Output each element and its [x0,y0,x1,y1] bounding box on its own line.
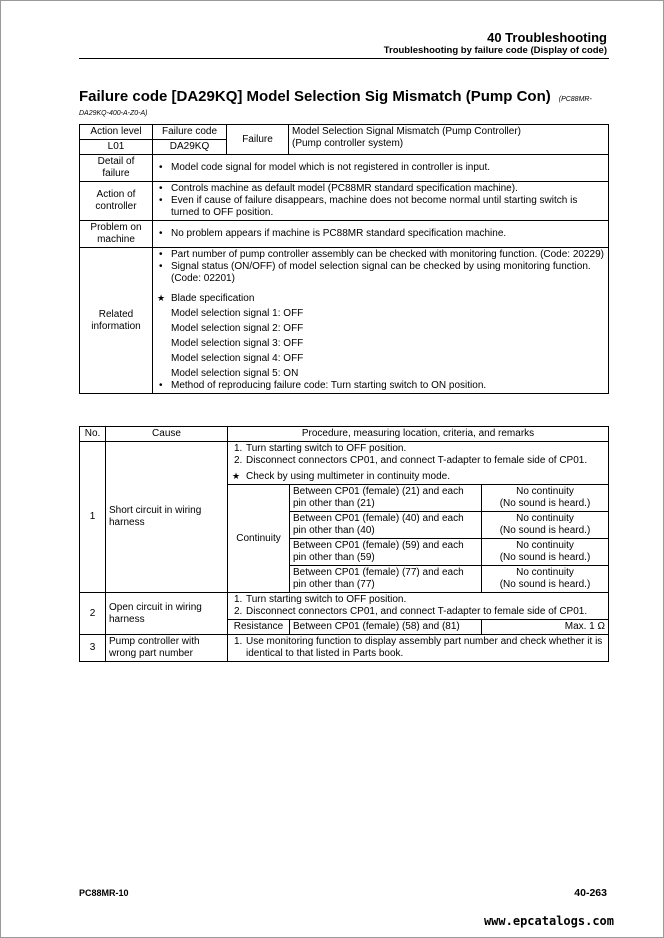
problem-label: Problem on machine [80,221,153,248]
row2-check: Between CP01 (female) (58) and (81) [290,620,482,635]
title-code-part1: (PC88MR- [558,96,592,103]
header-no: No. [80,427,106,442]
row2-no: 2 [80,593,106,635]
related-label: Related information [80,248,153,394]
action-label: Action of controller [80,182,153,221]
section-subtitle: Troubleshooting by failure code (Display of code) [383,45,607,56]
page-title [79,88,592,105]
action-level-value: L01 [80,140,153,155]
row1-result-4: No continuity (No sound is heard.) [482,566,609,593]
row1-check-4: Between CP01 (female) (77) and each pin other than (77) [290,566,482,593]
row2-cause: Open circuit in wiring harness [106,593,228,635]
row2-step: 1. Turn starting switch to OFF position. [234,594,407,605]
row1-cause: Short circuit in wiring harness [106,442,228,593]
row2-value: Max. 1 Ω [482,620,609,635]
title-code-part2: DA29KQ-400-A-Z0-A) [79,110,148,117]
row3-steps [228,635,609,662]
blade-spec: ★ Blade specification [156,293,605,305]
header-procedure: Procedure, measuring location, criteria, and remarks [228,427,609,442]
row2-mode: Resistance [228,620,290,635]
row3-step: 1. Use monitoring function to display assembly part number and check whether it is identical to that listed in Parts book. [234,636,603,659]
row1-star-note: ★ Check by using multimeter in continuity mode. [231,471,605,483]
row1-mode: Continuity [228,485,290,593]
signal-5: Model selection signal 5: ON [171,368,299,379]
detail-label: Detail of failure [80,155,153,182]
row1-check-3: Between CP01 (female) (59) and each pin other than (59) [290,539,482,566]
row1-step: 2. Disconnect connectors CP01, and connect T-adapter to female side of CP01. [234,455,588,466]
row1-no: 1 [80,442,106,593]
failure-text-2: (Pump controller system) [292,138,404,149]
row1-steps [228,442,609,485]
detail-item: • Model code signal for model which is not registered in controller is input. [156,162,605,174]
header-rule [79,58,609,59]
action-item: • Even if cause of failure disappears, machine does not become normal until starting switch is turned to OFF position. [156,195,605,219]
row1-result-1: No continuity (No sound is heard.) [482,485,609,512]
page-title-text: Failure code [DA29KQ] Model Selection Sig Mismatch (Pump Con) [79,88,551,105]
signal-4: Model selection signal 4: OFF [171,353,304,364]
detail-content [153,155,609,182]
related-content [153,248,609,394]
failure-label: Failure [227,125,289,155]
row1-check-2: Between CP01 (female) (40) and each pin other than (40) [290,512,482,539]
row1-check-1: Between CP01 (female) (21) and each pin other than (21) [290,485,482,512]
failure-code-value: DA29KQ [153,140,227,155]
footer-page-number: 40-263 [574,887,607,899]
problem-content [153,221,609,248]
watermark: www.epcatalogs.com [483,914,614,928]
action-content [153,182,609,221]
related-item: • Part number of pump controller assembly can be checked with monitoring function. (Code: 20229) [156,249,605,261]
row1-result-3: No continuity (No sound is heard.) [482,539,609,566]
row2-step: 2. Disconnect connectors CP01, and connect T-adapter to female side of CP01. [234,606,588,617]
cause-table [79,426,609,662]
reproduce-method: • Method of reproducing failure code: Turn starting switch to ON position. [156,380,605,392]
failure-code-label: Failure code [153,125,227,140]
problem-item: • No problem appears if machine is PC88MR standard specification machine. [156,228,605,240]
header-cause: Cause [106,427,228,442]
signal-1: Model selection signal 1: OFF [171,308,304,319]
row3-cause: Pump controller with wrong part number [106,635,228,662]
row2-steps [228,593,609,620]
failure-text-1: Model Selection Signal Mismatch (Pump Controller) [292,126,521,137]
action-item: • Controls machine as default model (PC88MR standard specification machine). [156,183,605,195]
signal-3: Model selection signal 3: OFF [171,338,304,349]
footer-model: PC88MR-10 [79,888,129,898]
failure-description [289,125,609,155]
failure-info-table [79,124,609,394]
signal-2: Model selection signal 2: OFF [171,323,304,334]
row3-no: 3 [80,635,106,662]
section-title: 40 Troubleshooting [487,30,607,45]
row1-step: 1. Turn starting switch to OFF position. [234,443,407,454]
action-level-label: Action level [80,125,153,140]
related-item: • Signal status (ON/OFF) of model selection signal can be checked by using monitoring function. (Code: 02201) [156,261,605,285]
row1-result-2: No continuity (No sound is heard.) [482,512,609,539]
